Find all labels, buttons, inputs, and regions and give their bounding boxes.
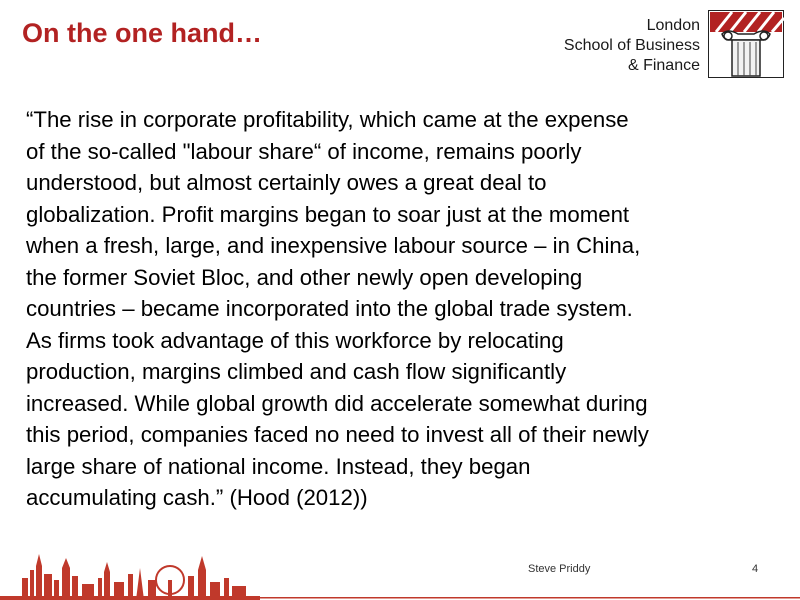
slide-title: On the one hand… — [22, 18, 262, 48]
quote-line: understood, but almost certainly owes a great deal to — [26, 170, 547, 195]
school-logo — [560, 10, 788, 80]
quote-line: this period, companies faced no need to invest all of their newly — [26, 422, 649, 447]
quote-line: countries – became incorporated into the global trade system. — [26, 296, 633, 321]
quote-line: increased. While global growth did accelerate somewhat during — [26, 390, 648, 416]
quote-line: the former Soviet Bloc, and other newly open developing — [26, 264, 583, 290]
quote-line: globalization. Profit margins began to soar just at the moment — [26, 201, 630, 227]
quote-line: accumulating cash.” (Hood (2012)) — [26, 485, 368, 510]
logo-line-2: School of Business — [563, 37, 700, 54]
london-skyline-icon — [0, 548, 800, 600]
quote-line: of the so-called "labour share“ of income, remains poorly — [26, 138, 582, 164]
page-number: 4 — [752, 563, 759, 575]
logo-line-3: & Finance — [627, 57, 700, 74]
quote-line: when a fresh, large, and inexpensive labour source – in China, — [26, 233, 641, 258]
logo-line-1: London — [646, 17, 700, 34]
footer-author: Steve Priddy — [528, 563, 591, 575]
logo-text — [564, 16, 700, 76]
quote-line: large share of national income. Instead, they began — [26, 453, 531, 479]
quote-line: production, margins climbed and cash flow significantly — [26, 359, 567, 384]
column-logo-icon — [708, 10, 784, 78]
quote-line: As firms took advantage of this workforce by relocating — [26, 327, 564, 353]
quote-line: “The rise in corporate profitability, which came at the expense — [26, 107, 629, 132]
quote-text — [26, 104, 786, 514]
